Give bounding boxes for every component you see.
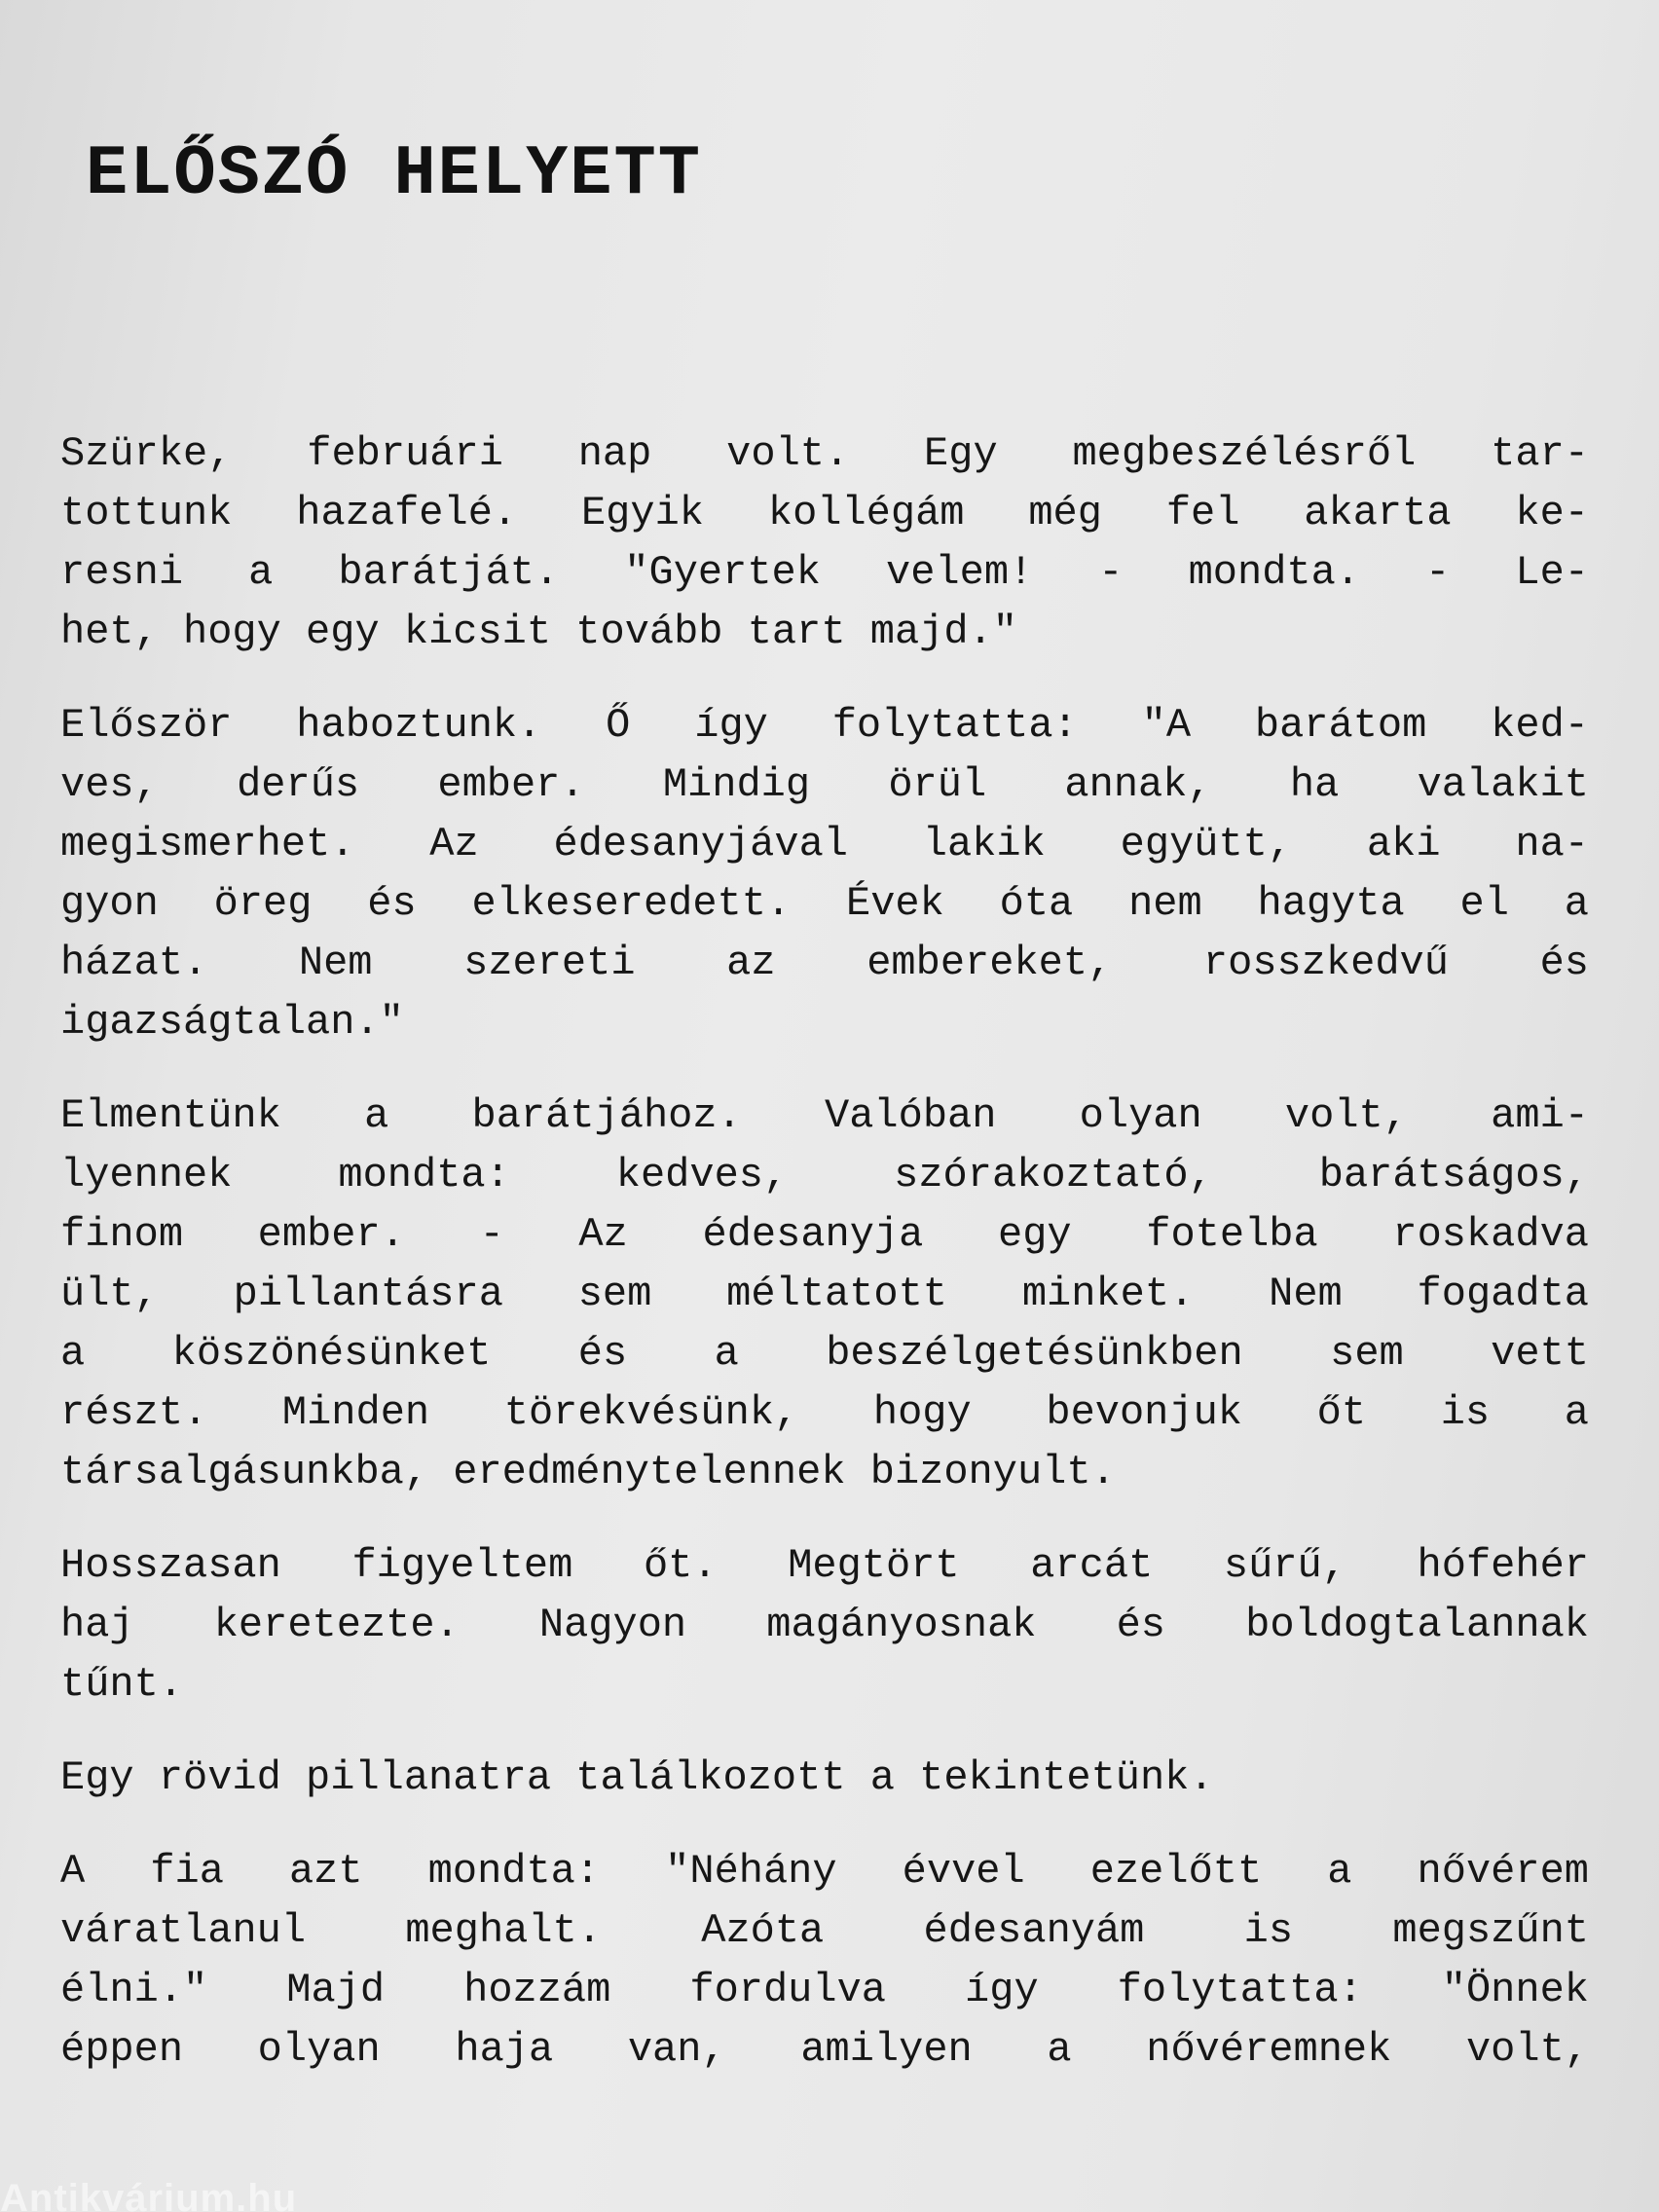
watermark: Antikvárium.hu (0, 2177, 298, 2212)
paragraph (60, 1536, 1589, 1714)
text-line: megismerhet. Az édesanyjával lakik együtt, aki na- (60, 821, 1589, 867)
text-line: Elmentünk a barátjához. Valóban olyan volt, ami- (60, 1092, 1589, 1139)
text-line: ült, pillantásra sem méltatott minket. Nem fogadta (60, 1271, 1589, 1317)
text-line: resni a barátját. "Gyertek velem! - mondta. - Le- (60, 549, 1589, 596)
body-text (60, 424, 1589, 2114)
paragraph (60, 696, 1589, 1052)
text-line: ves, derűs ember. Mindig örül annak, ha valakit (60, 761, 1589, 808)
text-line: a köszönésünket és a beszélgetésünkben sem vett (60, 1330, 1589, 1377)
text-line: finom ember. - Az édesanyja egy fotelba roskadva (60, 1211, 1589, 1258)
text-line: igazságtalan." (60, 999, 404, 1046)
text-line: éppen olyan haja van, amilyen a nővéremnek volt, (60, 2026, 1589, 2073)
text-line: váratlanul meghalt. Azóta édesanyám is megszűnt (60, 1907, 1589, 1954)
text-line: házat. Nem szereti az embereket, rosszkedvű és (60, 940, 1589, 986)
paragraph (60, 1087, 1589, 1502)
paragraph (60, 1842, 1589, 2080)
paragraph (60, 424, 1589, 662)
paragraph (60, 1749, 1589, 1808)
page-title: ELŐSZÓ HELYETT (86, 134, 702, 214)
text-line: gyon öreg és elkeseredett. Évek óta nem hagyta el a (60, 880, 1589, 927)
text-line: lyennek mondta: kedves, szórakoztató, barátságos, (60, 1152, 1589, 1198)
text-line: Hosszasan figyeltem őt. Megtört arcát sűrű, hófehér (60, 1542, 1589, 1589)
text-line: het, hogy egy kicsit tovább tart majd." (60, 608, 1017, 655)
text-line: társalgásunkba, eredménytelennek bizonyult. (60, 1449, 1116, 1495)
text-line: Egy rövid pillanatra találkozott a tekintetünk. (60, 1754, 1214, 1801)
text-line: haj keretezte. Nagyon magányosnak és boldogtalannak (60, 1602, 1589, 1648)
text-line: Először haboztunk. Ő így folytatta: "A barátom ked- (60, 702, 1589, 749)
text-line: tottunk hazafelé. Egyik kollégám még fel akarta ke- (60, 490, 1589, 536)
text-line: A fia azt mondta: "Néhány évvel ezelőtt a nővérem (60, 1848, 1589, 1895)
text-line: Szürke, februári nap volt. Egy megbeszélésről tar- (60, 430, 1589, 477)
text-line: részt. Minden törekvésünk, hogy bevonjuk őt is a (60, 1389, 1589, 1436)
text-line: tűnt. (60, 1661, 184, 1708)
text-line: élni." Majd hozzám fordulva így folytatta: "Önnek (60, 1967, 1589, 2013)
